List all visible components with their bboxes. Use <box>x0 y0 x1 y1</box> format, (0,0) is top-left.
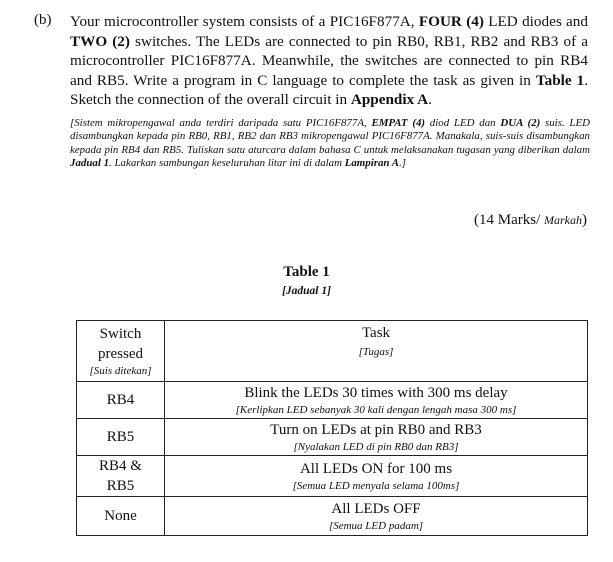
question-text-part: . Sketch the connection of the overall circuit in <box>70 71 588 109</box>
appendix-reference: Appendix A <box>350 91 429 109</box>
task-cell <box>165 456 588 497</box>
header-task-cell <box>165 321 588 382</box>
switch-cell <box>77 382 165 419</box>
malay-text-part: [Sistem mikropengawal anda terdiri daripada satu PIC16F877A, <box>70 117 372 129</box>
header-switch-line2: pressed <box>98 346 143 362</box>
emphasis-two: TWO (2) <box>70 32 130 50</box>
task-cell <box>165 497 588 536</box>
switch-value-line2: RB5 <box>106 478 135 494</box>
header-switch-line1: Switch <box>99 326 142 342</box>
task-value: All LEDs ON for 100 ms <box>299 461 453 477</box>
task-cell <box>165 419 588 456</box>
table-row <box>77 497 588 536</box>
question-text-malay <box>70 117 590 171</box>
header-switch-cell <box>77 321 165 382</box>
emphasis-four: FOUR (4) <box>418 13 484 30</box>
question-text-part: LED diodes and <box>483 13 588 30</box>
table-reference: Table 1 <box>535 71 585 89</box>
header-task: Task <box>361 325 391 341</box>
table-row <box>77 419 588 456</box>
question-label: (b) <box>34 12 52 28</box>
table-caption: Table 1 <box>283 264 330 280</box>
question-text-part: Your microcontroller system consists of a PIC16F877A, <box>70 13 419 30</box>
task-value: Turn on LEDs at pin RB0 and RB3 <box>270 422 482 438</box>
malay-text-part: suis. LED disambungkan kepada pin RB0, RB1, RB2 dan RB3 mikropengawal PIC16F877A. Manakala, suis-suis disambungkan kepada pin RB4 dan RB5. Tuliskan satu aturcara dalam bahasa C untuk melaksanakan tugasan yang diberikan dalam <box>70 117 590 156</box>
table-row <box>77 382 588 419</box>
switch-value-line1: RB4 & <box>99 458 142 474</box>
task-value-malay: [Semua LED padam] <box>328 520 424 532</box>
malay-text-part: . Lakarkan sambungan keseluruhan litar ini di dalam <box>109 157 345 170</box>
lampiran-reference: Lampiran A <box>344 157 400 170</box>
question-text <box>70 12 588 110</box>
marks-text: (14 Marks/ <box>474 212 544 228</box>
task-value: All LEDs OFF <box>331 501 421 517</box>
switch-value: RB5 <box>106 429 135 445</box>
switch-value: RB4 <box>106 392 135 408</box>
emphasis-empat: EMPAT (4) <box>371 117 426 129</box>
malay-text-part: diod LED dan <box>425 117 501 129</box>
table-header-row <box>77 321 588 382</box>
marks-allocation <box>474 212 587 229</box>
task-table <box>76 320 588 536</box>
switch-cell <box>77 497 165 536</box>
task-value-malay: [Kerlipkan LED sebanyak 30 kali dengan lengah masa 300 ms] <box>235 404 517 416</box>
table-caption-malay: [Jadual 1] <box>282 285 331 297</box>
switch-cell <box>77 456 165 497</box>
marks-text-malay: Markah <box>544 213 582 227</box>
marks-text-end: ) <box>582 212 587 228</box>
switch-cell <box>77 419 165 456</box>
task-cell <box>165 382 588 419</box>
question-text-part: . <box>428 91 432 109</box>
switch-value: None <box>104 508 137 524</box>
question-text-part: switches. The LEDs are connected to pin RB0, RB1, RB2 and RB3 of a microcontroller PIC16F877A. Meanwhile, the switches are connected to pin RB4 and RB5. Write a program in C language to complete the task as given in <box>70 32 588 89</box>
task-value-malay: [Semua LED menyala selama 100ms] <box>292 480 460 492</box>
malay-text-part: .] <box>399 157 407 170</box>
header-switch-malay: [Suis ditekan] <box>89 365 152 377</box>
jadual-reference: Jadual 1 <box>70 157 110 170</box>
table-row <box>77 456 588 497</box>
task-value-malay: [Nyalakan LED di pin RB0 dan RB3] <box>293 441 459 453</box>
emphasis-dua: DUA (2) <box>500 117 541 129</box>
header-task-malay: [Tugas] <box>358 346 394 358</box>
task-value: Blink the LEDs 30 times with 300 ms delay <box>244 385 508 401</box>
